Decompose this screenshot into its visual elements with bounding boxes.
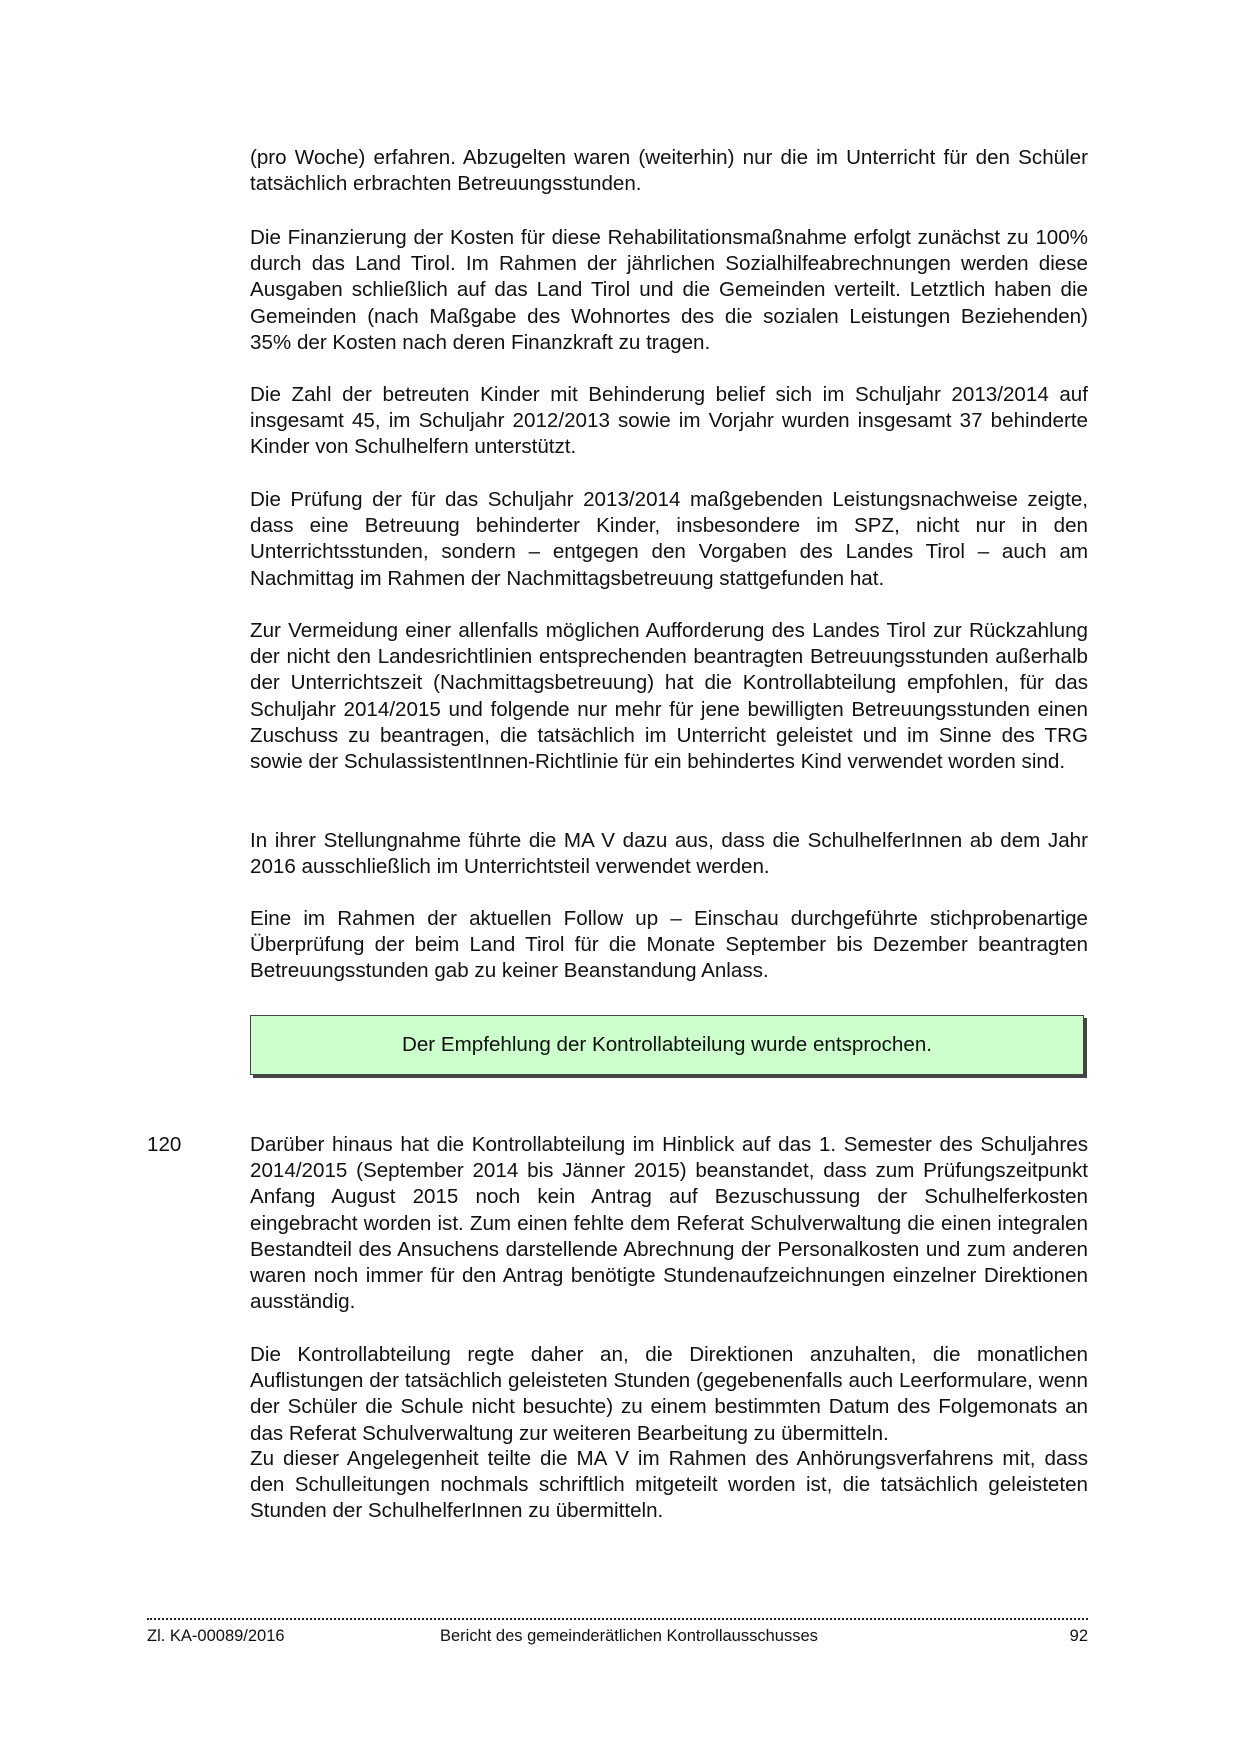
footer-page-number: 92 xyxy=(1069,1627,1088,1645)
paragraph-text: Zu dieser Angelegenheit teilte die MA V im Rahmen des Anhörungsverfahrens mit, dass den Schulleitungen nochmals schriftlich mitgeteilt worden ist, die tatsächlich geleisteten Stunden der SchulhelferInnen zu übermitteln. xyxy=(250,1447,1088,1523)
paragraph-recommendation xyxy=(250,618,1088,775)
paragraph-continuation xyxy=(250,145,1088,197)
recommendation-status-box xyxy=(250,1015,1084,1075)
section-number: 120 xyxy=(147,1133,182,1156)
footer-divider xyxy=(147,1618,1088,1620)
section-paragraph-objection xyxy=(250,1132,1088,1315)
paragraph-text: Darüber hinaus hat die Kontrollabteilung im Hinblick auf das 1. Semester des Schuljahres 2014/2015 (September 2014 bis Jänner 2015) beanstandet, dass zum Prüfungszeitpunkt Anfang August 2015 noch kein Antrag auf Bezuschussung der Schulhelferkosten eingebracht worden ist. Zum einen fehlte dem Referat Schulverwaltung die einen integralen Bestandteil des Ansuchens darstellende Abrechnung der Personalkosten und zum anderen waren noch immer für den Antrag benötigte Stundenaufzeichnungen einzelner Direktionen ausständig. xyxy=(250,1133,1088,1314)
paragraph-children-count xyxy=(250,382,1088,461)
paragraph-text: Die Finanzierung der Kosten für diese Rehabilitationsmaßnahme erfolgt zunächst zu 100% durch das Land Tirol. Im Rahmen der jährlichen Sozialhilfeabrechnungen werden diese Ausgaben schließlich auf das Land Tirol und die Gemeinden verteilt. Letztlich haben die Gemeinden (nach Maßgabe des Wohnortes des die sozialen Leistungen Beziehenden) 35% der Kosten nach deren Finanzkraft zu tragen. xyxy=(250,226,1088,354)
paragraph-statement xyxy=(250,828,1088,880)
section-paragraph-response xyxy=(250,1446,1088,1525)
paragraph-audit-finding xyxy=(250,487,1088,592)
paragraph-financing xyxy=(250,225,1088,356)
paragraph-follow-up xyxy=(250,906,1088,985)
footer-title: Bericht des gemeinderätlichen Kontrollausschusses xyxy=(440,1627,818,1645)
footer-reference: Zl. KA-00089/2016 xyxy=(147,1627,285,1645)
paragraph-text: Die Zahl der betreuten Kinder mit Behinderung belief sich im Schuljahr 2013/2014 auf insgesamt 45, im Schuljahr 2012/2013 sowie im Vorjahr wurden insgesamt 37 behinderte Kinder von Schulhelfern unterstützt. xyxy=(250,383,1088,459)
section-paragraph-suggestion xyxy=(250,1342,1088,1447)
paragraph-text: (pro Woche) erfahren. Abzugelten waren (weiterhin) nur die im Unterricht für den Schüler tatsächlich erbrachten Betreuungsstunden. xyxy=(250,146,1088,196)
paragraph-text: Eine im Rahmen der aktuellen Follow up – Einschau durchgeführte stichprobenartige Überprüfung der beim Land Tirol für die Monate September bis Dezember beantragten Betreuungsstunden gab zu keiner Beanstandung Anlass. xyxy=(250,907,1088,983)
recommendation-status-text: Der Empfehlung der Kontrollabteilung wurde entsprochen. xyxy=(401,1033,933,1056)
paragraph-text: Die Kontrollabteilung regte daher an, die Direktionen anzuhalten, die monatlichen Auflistungen der tatsächlich geleisteten Stunden (gegebenenfalls auch Leerformulare, wenn der Schüler die Schule nicht besuchte) zu einem bestimmten Datum des Folgemonats an das Referat Schulverwaltung zur weiteren Bearbeitung zu übermitteln. xyxy=(250,1343,1088,1445)
paragraph-text: In ihrer Stellungnahme führte die MA V dazu aus, dass die SchulhelferInnen ab dem Jahr 2016 ausschließlich im Unterrichtsteil verwendet werden. xyxy=(250,829,1088,879)
paragraph-text: Die Prüfung der für das Schuljahr 2013/2014 maßgebenden Leistungsnachweise zeigte, dass eine Betreuung behinderter Kinder, insbesondere im SPZ, nicht nur in den Unterrichtsstunden, sondern – entgegen den Vorgaben des Landes Tirol – auch am Nachmittag im Rahmen der Nachmittagsbetreuung stattgefunden hat. xyxy=(250,488,1088,590)
paragraph-text: Zur Vermeidung einer allenfalls möglichen Aufforderung des Landes Tirol zur Rückzahlung der nicht den Landesrichtlinien entsprechenden beantragten Betreuungsstunden außerhalb der Unterrichtszeit (Nachmittagsbetreuung) hat die Kontrollabteilung empfohlen, für das Schuljahr 2014/2015 und folgende nur mehr für jene bewilligten Betreuungsstunden einen Zuschuss zu beantragen, die tatsächlich im Unterricht geleistet und im Sinne des TRG sowie der SchulassistentInnen-Richtlinie für ein behindertes Kind verwendet worden sind. xyxy=(250,619,1088,774)
